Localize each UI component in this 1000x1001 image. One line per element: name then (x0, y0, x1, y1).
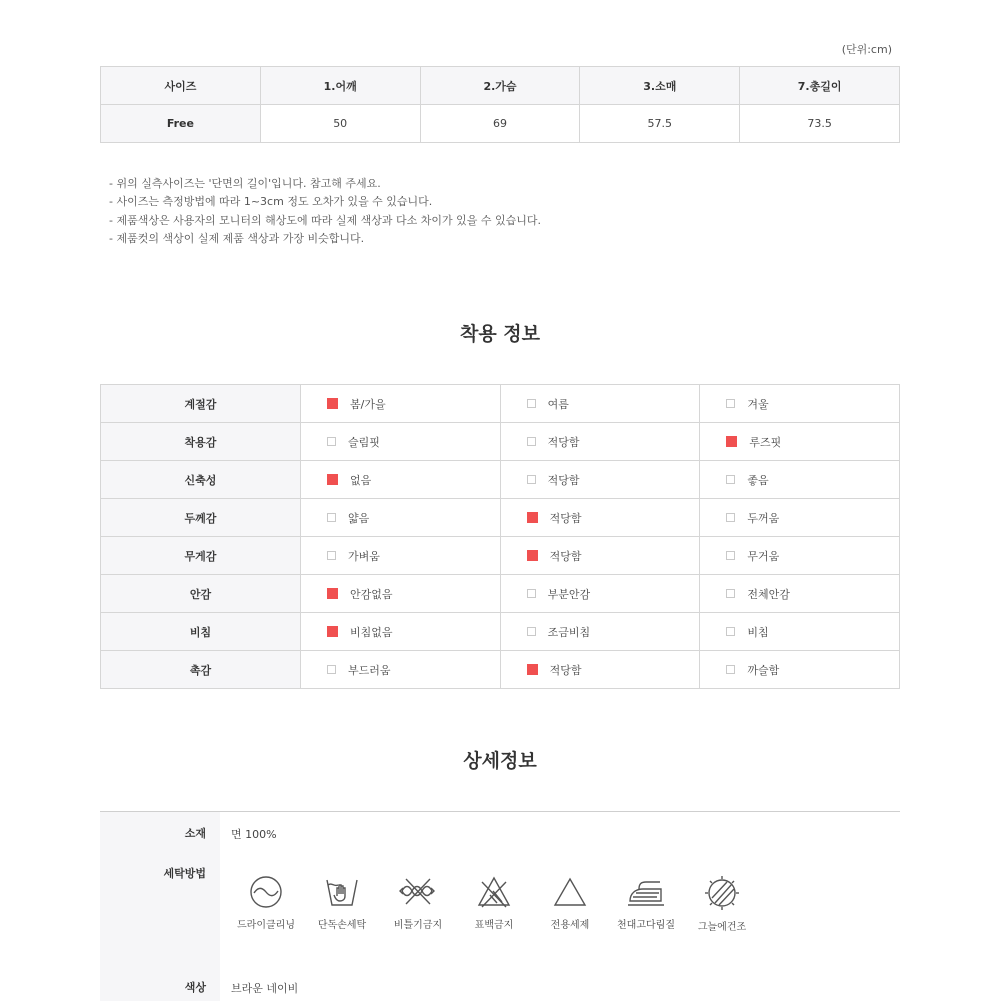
fit-option-label: 조금비침 (547, 625, 591, 639)
fit-row (101, 537, 900, 575)
color-value: 브라운 네이비 (231, 982, 299, 995)
size-value-cell: 69 (420, 105, 580, 143)
care-item (383, 874, 453, 931)
size-note: - 제품컷의 색상이 실제 제품 색상과 가장 비슷합니다. (109, 231, 365, 245)
care-item-label: 비틀기금지 (393, 920, 443, 931)
unchecked-box-icon (327, 665, 336, 674)
fit-option (500, 499, 700, 537)
size-table (100, 66, 900, 143)
fit-option (500, 651, 700, 689)
fit-option-label: 까슬함 (747, 663, 780, 677)
size-header-cell: 3.소매 (580, 67, 740, 105)
care-item (611, 874, 681, 931)
fit-option (301, 385, 501, 423)
detail-info-panel (100, 811, 900, 1001)
size-header-cell: 1.어깨 (260, 67, 420, 105)
fit-option-label: 적당함 (549, 511, 582, 525)
fit-option-label: 없음 (350, 473, 372, 487)
size-value-cell: 73.5 (740, 105, 900, 143)
fit-row-label: 비침 (101, 613, 301, 651)
fit-option (301, 461, 501, 499)
fit-option (301, 537, 501, 575)
fit-option (700, 499, 900, 537)
fit-option (301, 499, 501, 537)
no-bleach-icon (476, 874, 512, 910)
size-note: - 위의 실측사이즈는 '단면의 길이'입니다. 참고해 주세요. (109, 177, 381, 190)
unchecked-box-icon (327, 551, 336, 560)
fit-option-label: 두꺼움 (747, 511, 780, 525)
unchecked-box-icon (726, 627, 735, 636)
care-item (687, 874, 757, 933)
fit-option (700, 575, 900, 613)
fit-option (700, 651, 900, 689)
fit-option (301, 613, 501, 651)
hand-wash-icon (324, 874, 360, 910)
fit-option-label: 비침 (747, 625, 769, 639)
checked-box-icon (327, 474, 338, 485)
checked-box-icon (327, 626, 338, 637)
fit-option-label: 좋음 (747, 473, 769, 487)
fit-info-table (100, 384, 900, 689)
unchecked-box-icon (527, 437, 536, 446)
unchecked-box-icon (726, 399, 735, 408)
checked-box-icon (327, 398, 338, 409)
fit-option-label: 안감없음 (350, 587, 393, 601)
fit-row (101, 575, 900, 613)
fit-option (500, 423, 700, 461)
care-item-label: 천대고다림질 (617, 920, 675, 931)
care-item-label: 전용세제 (550, 920, 590, 931)
fit-option-label: 적당함 (547, 435, 580, 449)
checked-box-icon (527, 550, 538, 561)
fit-option-label: 겨울 (747, 397, 769, 411)
fit-option (500, 575, 700, 613)
unchecked-box-icon (726, 513, 735, 522)
fit-option-label: 루즈핏 (749, 435, 782, 449)
fit-option (700, 537, 900, 575)
fit-row-label: 계절감 (101, 385, 301, 423)
care-item (231, 874, 301, 931)
fit-info-title: 착용 정보 (459, 323, 541, 345)
unchecked-box-icon (327, 513, 336, 522)
care-item-label: 드라이클리닝 (237, 920, 295, 931)
fit-option (500, 385, 700, 423)
care-item (459, 874, 529, 931)
fit-option-label: 적당함 (549, 663, 582, 677)
color-label: 색상 (184, 981, 206, 994)
fit-option-label: 부분안감 (547, 587, 591, 601)
care-item (307, 874, 377, 931)
care-item-label: 그늘에건조 (697, 922, 747, 933)
size-header-cell: 2.가슴 (420, 67, 580, 105)
unchecked-box-icon (327, 437, 336, 446)
fit-option (700, 461, 900, 499)
fit-option-label: 봄/가을 (350, 397, 386, 411)
unchecked-box-icon (726, 589, 735, 598)
fit-row (101, 423, 900, 461)
fit-option-label: 전체안감 (747, 587, 790, 601)
fit-option (700, 385, 900, 423)
fit-option (301, 651, 501, 689)
fit-row-label: 촉감 (101, 651, 301, 689)
fit-row-label: 두께감 (101, 499, 301, 537)
fit-option (500, 613, 700, 651)
fit-option (301, 575, 501, 613)
fit-row-label: 신축성 (101, 461, 301, 499)
fit-option-label: 여름 (547, 397, 569, 411)
fit-option-label: 비침없음 (350, 625, 393, 639)
dry-cleaning-icon (248, 874, 284, 910)
size-header-cell: 사이즈 (101, 67, 261, 105)
unchecked-box-icon (527, 475, 536, 484)
size-notes (109, 175, 541, 248)
care-item-label: 단독손세탁 (317, 920, 367, 931)
checked-box-icon (527, 664, 538, 675)
unchecked-box-icon (527, 399, 536, 408)
fit-option (500, 537, 700, 575)
unchecked-box-icon (726, 665, 735, 674)
fit-option-label: 무거움 (747, 549, 780, 563)
size-value-cell: 57.5 (580, 105, 740, 143)
fit-row (101, 461, 900, 499)
no-wring-icon (399, 874, 437, 910)
checked-box-icon (726, 436, 737, 447)
care-item (535, 874, 605, 931)
fit-row (101, 499, 900, 537)
size-name-cell: Free (101, 105, 261, 143)
fit-row-label: 무게감 (101, 537, 301, 575)
fit-option-label: 얇음 (348, 511, 370, 525)
unchecked-box-icon (726, 551, 735, 560)
fit-option-label: 슬림핏 (348, 435, 380, 449)
size-table-header-row (101, 67, 900, 105)
detail-info-title: 상세정보 (463, 750, 537, 772)
material-label: 소재 (184, 827, 206, 840)
fit-option (700, 423, 900, 461)
fit-row (101, 385, 900, 423)
fit-option (500, 461, 700, 499)
fit-option (301, 423, 501, 461)
checked-box-icon (327, 588, 338, 599)
size-note: - 제품색상은 사용자의 모니터의 해상도에 따라 실제 색상과 다소 차이가 있을 수 있습니다. (109, 213, 541, 227)
size-value-cell: 50 (260, 105, 420, 143)
fit-option-label: 가벼움 (348, 549, 380, 563)
material-value: 면 100% (231, 828, 277, 841)
neutral-detergent-icon (552, 874, 588, 910)
fit-option-label: 부드러움 (348, 663, 391, 677)
fit-row-label: 안감 (101, 575, 301, 613)
unit-label: (단위:cm) (841, 43, 892, 56)
care-label: 세탁방법 (163, 867, 206, 880)
unchecked-box-icon (527, 627, 536, 636)
size-header-cell: 7.총길이 (740, 67, 900, 105)
iron-with-cloth-icon (627, 874, 665, 910)
care-item-label: 표백금지 (474, 920, 514, 931)
size-table-row (101, 105, 900, 143)
fit-row (101, 613, 900, 651)
unchecked-box-icon (726, 475, 735, 484)
size-note: - 사이즈는 측정방법에 따라 1~3cm 정도 오차가 있을 수 있습니다. (109, 195, 433, 209)
unchecked-box-icon (527, 589, 536, 598)
fit-option (700, 613, 900, 651)
fit-option-label: 적당함 (547, 473, 580, 487)
fit-row (101, 651, 900, 689)
checked-box-icon (527, 512, 538, 523)
fit-row-label: 착용감 (101, 423, 301, 461)
fit-option-label: 적당함 (549, 549, 582, 563)
shade-dry-icon (703, 874, 741, 912)
